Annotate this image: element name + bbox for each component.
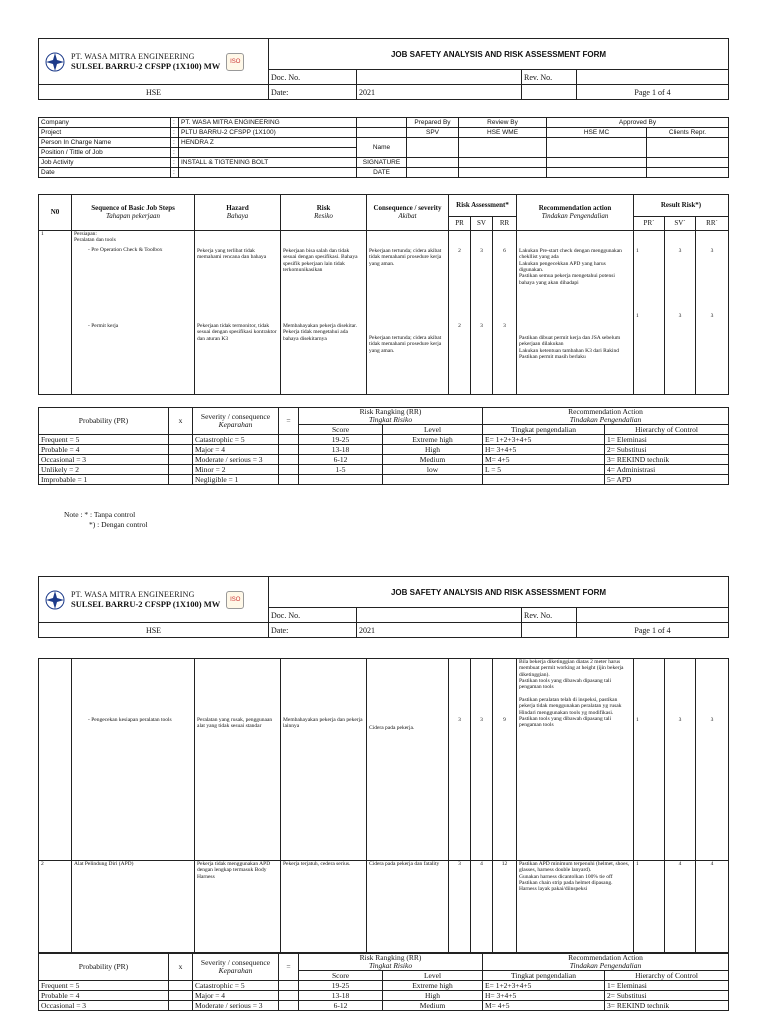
jsa-table-page-2 — [38, 658, 729, 953]
department: HSE — [39, 85, 269, 100]
form-header — [38, 38, 729, 100]
page-number: Page 1 of 4 — [577, 623, 729, 638]
certification-icon: ISO — [226, 591, 244, 609]
control-note: Note : * : Tanpa control *) : Dengan control — [64, 510, 148, 529]
jsa-table-page-1: N0 Sequence of Basic Job Steps Tahapan pekerjaan Hazard Bahaya Risk Resiko Consequence / severity Akibat Risk Assessment* Recommendation action Tindakan Pengendalian Result Risk*) PR SV RR PR` SV` RR` 1 Persiapan: Peralatan dan tools - Pre Operation Check & Toolbox - Permit kerja Pekerja yang terlibat tidak memahami rencana dan bahaya Pekerjaan tidak termonitor, tidak sesuai dengan spesifikasi kontraktor dan aturan K3 Pekerjaan bisa salah dan tidak sesuai dengan spesifikasi. Bahaya spesifik pekerjaan lain tidak terkomunikasikan Membahayakan pekerja disekitar. Pekerja tidak mengetahui ada bahaya disekitarnya Pekerjaan tertunda; cidera akibat tidak memahami prosedure kerja yang aman. Pekerjaan tertunda; cidera akibat tidak memahami prosedure kerja yang aman. 2 2 3 3 6 3 Lakukan Pre-start check dengan menggunakan chekllist yang ada Lakukan pengecekkan APD yang harus digunakan. Pastikan semua pekerja mengetahui potensi bahaya yang akan dihadapi Pastikan dibuat permit kerja dan JSA sebelum pekerjaan dilakukan Lakukan ketentuan tambahan K3 dari Rakind Pastikan permit masih berlaku 1 1 3 3 3 3 — [38, 194, 729, 395]
table-row: Occasional = 3 Moderate / serious = 3 6-12 Medium M= 4+5 3= REKIND technik — [39, 1000, 729, 1010]
rev-no-value[interactable] — [577, 608, 729, 623]
table-row: Probable = 4 Major = 4 13-18 High H= 3+4+5 2= Substitusi — [39, 990, 729, 1000]
risk-matrix-table-2: Probability (PR) x Severity / consequence Keparahan = Risk Rangking (RR) Tingkat Risiko Recommendation Action Tindakan Pengendalian Score Level Tingkat pengendalian Hierarchy of Control Frequent = 5 Catastrophic = 5 19-25 Extreme high E= 1+2+3+4+5 1= Eleminasi Probable = 4 Major = 4 13-18 High H= 3+4+5 2= Substitusi Occasional = 3 Moderate / serious = 3 6-12 Medium M= 4+5 3= REKIND technik — [38, 953, 729, 1011]
company-name: PT. WASA MITRA ENGINEERING — [71, 52, 195, 61]
risk-matrix-table-1: Probability (PR) x Severity / consequence Keparahan = Risk Rangking (RR) Tingkat Risiko Recommendation Action Tindakan Pengendalian Score Level Tingkat pengendalian Hierarchy of Control Frequent = 5 Catastrophic = 5 19-25 Extreme high E= 1+2+3+4+5 1= Eleminasi Probable = 4 Major = 4 13-18 High H= 3+4+5 2= Substitusi Occasional = 3 Moderate / serious = 3 6-12 Medium M= 4+5 3= REKIND technik Unlikely = 2 Minor = 2 1-5 low L = 5 4= Administrasi Improbable = 1 Negligible = 1 5= APD — [38, 407, 729, 485]
table-row: 2 Alat Pelindung Diri (APD) Pekerja tidak menggunakan APD dengan lengkap termasuk Body Harness Pekerja terjatuh, cedera serius. Cidera pada pekerja dan fatality 3 4 12 Pastikan APD minimum terpenuhi (helmet, shoes, glasses, harness double lanyard). Gunakan harness dicantolkan 100% tie off Pastikan chain strip pada helmet dipasang. Harness layak pakai/diinspeksi 1 4 4 — [39, 861, 729, 953]
table-row: Frequent = 5 Catastrophic = 5 19-25 Extreme high E= 1+2+3+4+5 1= Eleminasi — [39, 434, 729, 444]
form-title: JOB SAFETY ANALYSIS AND RISK ASSESSMENT FORM — [269, 39, 729, 70]
company-name: PT. WASA MITRA ENGINEERING — [71, 590, 195, 599]
company-logo-icon — [45, 590, 65, 610]
form-title: JOB SAFETY ANALYSIS AND RISK ASSESSMENT FORM — [269, 577, 729, 608]
job-date-field[interactable] — [179, 168, 357, 178]
certification-icon: ISO — [226, 53, 244, 71]
form-page-2 — [0, 548, 768, 1024]
table-row: Unlikely = 2 Minor = 2 1-5 low L = 5 4= Administrasi — [39, 464, 729, 474]
doc-no-value[interactable] — [357, 608, 522, 623]
table-row: 1 Persiapan: Peralatan dan tools - Pre Operation Check & Toolbox - Permit kerja Pekerja yang terlibat tidak memahami rencana dan bahaya Pekerjaan tidak termonitor, tidak sesuai dengan spesifikasi kontraktor dan aturan K3 Pekerjaan bisa salah dan tidak sesuai dengan spesifikasi. Bahaya spesifik pekerjaan lain tidak terkomunikasikan Membahayakan pekerja disekitar. Pekerja tidak mengetahui ada bahaya disekitarnya Pekerjaan tertunda; cidera akibat tidak memahami prosedure kerja yang aman. Pekerjaan tertunda; cidera akibat tidak memahami prosedure kerja yang aman. 2 2 3 3 6 3 Lakukan Pre-start check dengan menggunakan chekllist yang ada Lakukan pengecekkan APD yang harus digunakan. Pastikan semua pekerja mengetahui potensi bahaya yang akan dihadapi Pastikan dibuat permit kerja dan JSA sebelum pekerjaan dilakukan Lakukan ketentuan tambahan K3 dari Rakind Pastikan permit masih berlaku 1 1 3 3 3 3 — [39, 231, 729, 395]
table-row: Probable = 4 Major = 4 13-18 High H= 3+4+5 2= Substitusi — [39, 444, 729, 454]
pic-field: HENDRA Z — [179, 138, 357, 148]
position-field[interactable] — [179, 148, 357, 158]
table-row: Frequent = 5 Catastrophic = 5 19-25 Extreme high E= 1+2+3+4+5 1= Eleminasi — [39, 980, 729, 990]
project-name: SULSEL BARRU-2 CFSPP (1X100) MW — [71, 599, 221, 609]
doc-no-value[interactable] — [357, 70, 522, 85]
rev-no-label: Rev. No. — [522, 608, 577, 623]
job-activity-field: INSTALL & TIGTENING BOLT — [179, 158, 357, 168]
job-info-table: Company : PT. WASA MITRA ENGINEERING Prepared By Review By Approved By Project : PLTU BARRU-2 CFSPP (1X100) SPV HSE WME HSE MC Clients Repr. Person In Charge Name : HENDRA Z Name Position / Tittle of Job : Job Activity : INSTALL & TIGTENING BOLT SIGNATURE Date : DATE — [38, 117, 729, 178]
table-row: - Pengecekan kesiapan peralatan tools Peralatan yang rusak, penggunaan alat yang tidak sesuai standar Membahayakan pekerja dan pekerja lainnya Cidera pada pekerja. 3 3 9 Bila bekerja diketinggian diatas 2 meter harus membuat permit working at height (ijin bekerja diketinggian). Pastikan tools yang dibawah dipasang tali pengaman tools Pastikan peralatan telah di inspeksi, pastikan pekerja tidak menggunakan peralatan yg rusak Hindari menggunakan tools yg modifikasi. Pastikan tools yang dibawah dipasang tali pengaman tools 1 3 3 — [39, 659, 729, 861]
form-header — [38, 576, 729, 638]
table-row: Improbable = 1 Negligible = 1 5= APD — [39, 474, 729, 484]
project-field: PLTU BARRU-2 CFSPP (1X100) — [179, 128, 357, 138]
company-logo-icon — [45, 52, 65, 72]
date-value: 2021 — [357, 85, 522, 100]
rev-no-value[interactable] — [577, 70, 729, 85]
department: HSE — [39, 623, 269, 638]
date-label: Date: — [269, 85, 357, 100]
company-logo-block — [39, 39, 269, 85]
date-value: 2021 — [357, 623, 522, 638]
doc-no-label: Doc. No. — [269, 608, 357, 623]
company-field: PT. WASA MITRA ENGINEERING — [179, 118, 357, 128]
table-row: Occasional = 3 Moderate / serious = 3 6-12 Medium M= 4+5 3= REKIND technik — [39, 454, 729, 464]
doc-no-label: Doc. No. — [269, 70, 357, 85]
date-label: Date: — [269, 623, 357, 638]
company-logo-block — [39, 577, 269, 623]
page-number: Page 1 of 4 — [577, 85, 729, 100]
rev-no-label: Rev. No. — [522, 70, 577, 85]
project-name: SULSEL BARRU-2 CFSPP (1X100) MW — [71, 61, 221, 71]
